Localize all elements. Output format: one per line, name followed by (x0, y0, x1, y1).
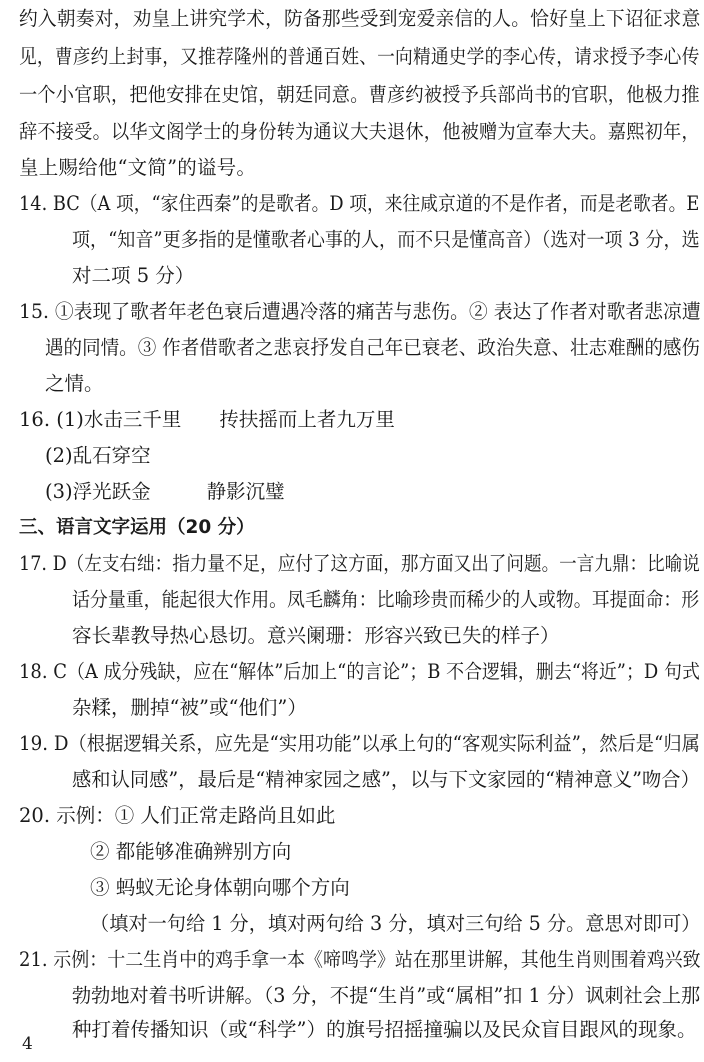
q16-answer-3 (45, 474, 285, 510)
q15-answer-cont: 遇的同情。③ 作者借歌者之悲哀抒发自己年已衰老、政治失意、壮志难酬的感伤 (45, 336, 700, 359)
q20-answer: 20. 示例：① 人们正常走路尚且如此 (19, 804, 336, 827)
intro-line: 约入朝奏对，劝皇上讲究学术，防备那些受到宠爱亲信的人。恰好皇上下诏征求意 (19, 7, 701, 30)
q21-answer: 21. 示例：十二生肖中的鸡手拿一本《啼鸣学》站在那里讲解，其他生肖则围着鸡兴致 (19, 948, 701, 971)
q17-answer: 17. D（左支右绌：指力量不足，应付了这方面，那方面又出了问题。一言九鼎：比喻说 (19, 552, 700, 575)
intro-line: 见，曹彦约上封事，又推荐隆州的普通百姓、一向精通史学的李心传，请求授予李心传 (19, 45, 700, 68)
q16-line1-a: 16. (1)水击三千里 (19, 408, 182, 431)
q17-answer-cont: 容长辈教导热心恳切。意兴阑珊：形容兴致已失的样子） (72, 624, 560, 647)
q14-answer-cont: 对二项 5 分） (72, 264, 195, 287)
q21-answer-cont: 勃勃地对着书听讲解。（3 分，不提“生肖”或“属相”扣 1 分）讽刺社会上那 (72, 984, 701, 1007)
q16-line3-a: (3)浮光跃金 (45, 480, 151, 503)
q16-line1-b: 抟扶摇而上者九万里 (219, 408, 395, 431)
q20-example: ③ 蚂蚁无论身体朝向哪个方向 (90, 876, 350, 899)
q15-answer-cont: 之情。 (45, 372, 104, 395)
q16-line3-b: 静影沉璧 (206, 480, 285, 503)
q16-answer-1 (19, 402, 395, 438)
section-heading: 三、语言文字运用（20 分） (19, 517, 255, 538)
page-number: 4 (22, 1034, 33, 1054)
q21-answer-cont: 种打着传播知识（或“科学”）的旗号招摇撞骗以及民众盲目跟风的现象。 (72, 1018, 697, 1041)
q18-answer-cont: 杂糅，删掉“被”或“他们”） (72, 696, 307, 719)
q14-answer: 14. BC（A 项，“家住西秦”的是歌者。D 项，来往咸京道的不是作者，而是老歌者。E (19, 192, 700, 215)
q20-example: ② 都能够准确辨别方向 (90, 840, 292, 863)
q19-answer-cont: 感和认同感”，最后是“精神家园之感”，以与下文家园的“精神意义”吻合） (72, 768, 700, 791)
q16-answer-2: (2)乱石穿空 (45, 444, 151, 467)
q20-scoring: （填对一句给 1 分，填对两句给 3 分，填对三句给 5 分。意思对即可） (90, 912, 701, 935)
intro-line: 辞不接受。以华文阁学士的身份转为通议大夫退休，他被赠为宣奉大夫。嘉熙初年， (19, 120, 700, 143)
intro-line: 一个小官职，把他安排在史馆，朝廷同意。曹彦约被授予兵部尚书的官职，他极力推 (19, 83, 700, 106)
q17-answer-cont: 话分量重，能起很大作用。凤毛麟角：比喻珍贵而稀少的人或物。耳提面命：形 (72, 588, 700, 611)
q18-answer: 18. C（A 成分残缺，应在“解体”后加上“的言论”；B 不合逻辑，删去“将近”；D 句式 (19, 660, 700, 683)
q15-answer: 15. ①表现了歌者年老色衰后遭遇冷落的痛苦与悲伤。② 表达了作者对歌者悲凉遭 (19, 300, 701, 323)
q14-answer-cont: 项，“知音”更多指的是懂歌者心事的人，而不只是懂高音）（选对一项 3 分，选 (72, 228, 700, 251)
q19-answer: 19. D（根据逻辑关系，应先是“实用功能”以承上句的“客观实际利益”，然后是“归属 (19, 732, 700, 755)
intro-line: 皇上赐给他“文简”的谥号。 (19, 156, 257, 179)
